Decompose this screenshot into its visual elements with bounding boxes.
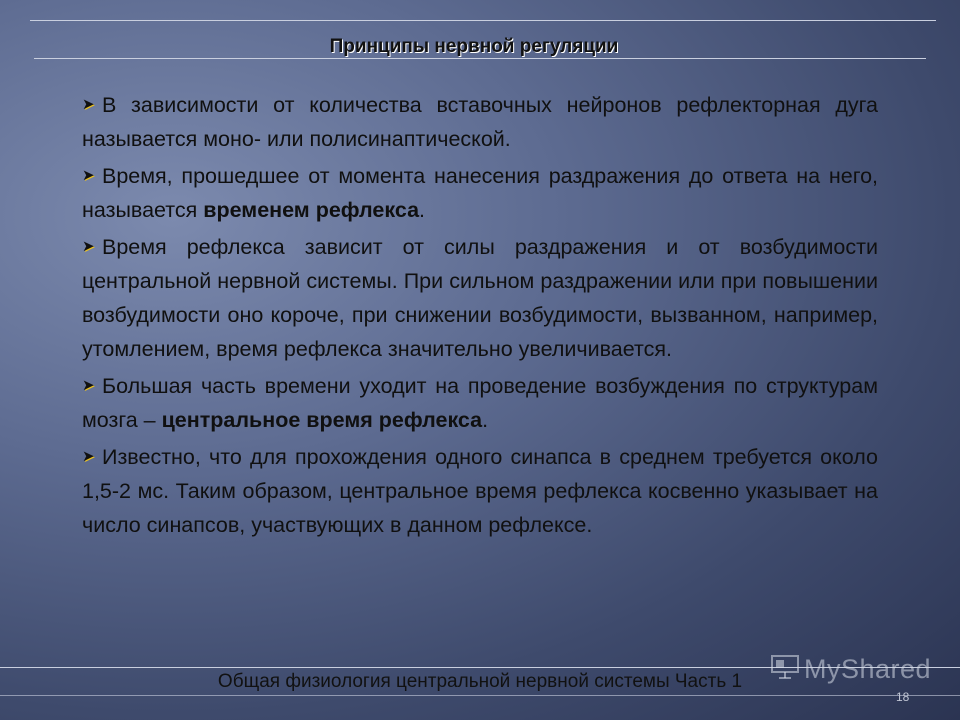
paragraph-text: Большая часть времени уходит на проведение возбуждения по структурам мозга –: [82, 374, 878, 432]
paragraph-3: [82, 230, 878, 366]
paragraph-4: [82, 369, 878, 437]
arrow-bullet-icon: ➤: [82, 448, 95, 465]
slide-title: Принципы нервной регуляции: [329, 36, 619, 57]
paragraph-tail: .: [482, 408, 489, 432]
term-reflex-time: временем рефлекса: [203, 198, 420, 222]
title-underline: [34, 58, 926, 59]
slide-body: [82, 88, 878, 545]
page-number: 18: [896, 690, 910, 704]
arrow-bullet-icon: ➤: [82, 238, 95, 255]
paragraph-text: Время, прошедшее от момента нанесения раздражения до ответа на него, называется: [82, 164, 878, 222]
paragraph-2: [82, 159, 878, 227]
arrow-bullet-icon: ➤: [82, 96, 95, 113]
paragraph-text: Известно, что для прохождения одного синапса в среднем требуется около 1,5-2 мс. Таким образом, центральное время рефлекса косвенно указывает на число синапсов, участвующих в данном рефлексе.: [82, 445, 878, 537]
paragraph-tail: .: [419, 198, 426, 222]
watermark-text: MyShared: [804, 654, 932, 684]
paragraph-5: [82, 440, 878, 542]
watermark: [770, 654, 931, 685]
top-rule: [30, 20, 936, 21]
paragraph-1: [82, 88, 878, 156]
presentation-board-icon: [770, 654, 800, 680]
arrow-bullet-icon: ➤: [82, 167, 95, 184]
footer-rule-lower: [0, 695, 960, 696]
paragraph-text: В зависимости от количества вставочных нейронов рефлекторная дуга называется моно- или полисинаптической.: [82, 93, 878, 151]
slide-footer: Общая физиология центральной нервной системы Часть 1: [217, 671, 743, 692]
term-central-reflex-time: центральное время рефлекса: [161, 408, 483, 432]
arrow-bullet-icon: ➤: [82, 377, 95, 394]
paragraph-text: Время рефлекса зависит от силы раздражения и от возбудимости центральной нервной системы. При сильном раздражении или при повышении возбудимости оно короче, при снижении возбудимости, вызванном, например, утомлением, время рефлекса значительно увеличивается.: [82, 235, 878, 361]
